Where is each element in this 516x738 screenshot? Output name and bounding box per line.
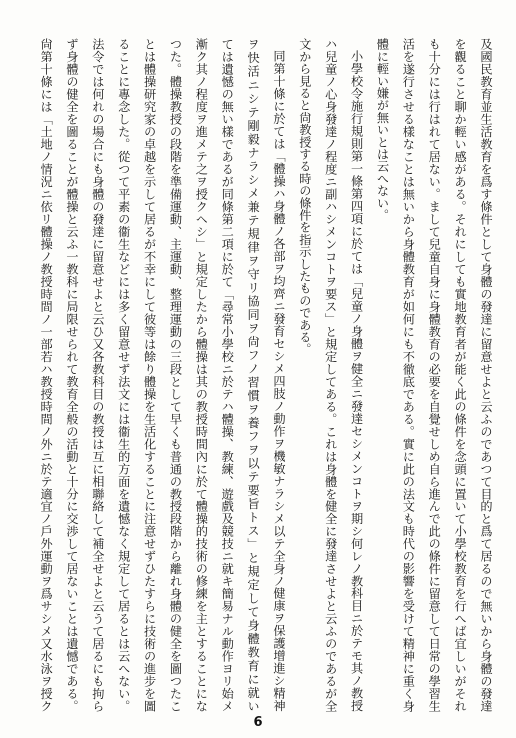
text-column: ず身體の健全を圖ることが體操と云ふ一教科に局限せられて教育全般の活動と十分に交渉して居ないことは遺憾である。 [65, 38, 79, 712]
text-column: とは體操研究家の卓越を示して居るが不幸にして彼等は餘り體操を生活化することに注意せずひたすらに技術の進步を圖 [142, 38, 157, 712]
text-column: 活を遂行させる樣なことは無いから身體教育が如何にも不徹底である。實に此の法文も時代の影響を受けて精神に重く身 [401, 38, 416, 712]
text-column: を觀ること聊か輕い感がある。それにしても實地教育者が能く此の條件を念頭に置いて小學校教育を行へば宜しいがそれ [453, 38, 468, 712]
text-column: ヲ快活ニシテ剛毅ナラシメ兼テ規律ヲ守リ協同ヲ尙フノ習慣ヲ養フヲ以テ要旨トス」と規定して身體教育に就い [246, 38, 261, 712]
text-column: 小學校令施行規則第一條第四項に於ては「兒童ノ身體ヲ健全ニ發達セシメンコトヲ期シ何レノ教科目ニ於テモ其ノ教授 [349, 50, 364, 712]
text-column: 及國民教育並生活教育を爲す條件として身體の發達に留意せよと云ふのであつて目的と爲て居るので無いから身體の發達 [479, 38, 493, 712]
text-column: ては遺憾の無い樣であるが同條第二項に於て「尋常小學校ニ於テハ體操、教練、遊戲及競技ニ就キ簡易ナル動作ヨリ始メ [220, 38, 235, 712]
text-column: 漸ク其ノ程度ヲ進メテ之ヲ授クヘシ」と規定したから體操は其の教授時間內に於て體操的技術の修練を主とすることにな [194, 38, 209, 712]
text-column: つた。體操教授の段階を準備運動、主運動、整理運動の三段として早くも普通の教授段階から離れ身體の健全を圖つたこ [168, 38, 183, 712]
page-number: 6 [253, 715, 263, 730]
text-column: 同第十條に於ては「體操ハ身體ノ各部ヲ均齊ニ發育セシメ四肢ノ動作ヲ機敏ナラシメ以テ全身ノ健康ヲ保護增進シ精神 [272, 50, 286, 712]
text-column: も十分には行はれて居ない。まして兒童自身に身體教育の必要を自覺せしめ自ら進んで此の條件に留意して日常の學習生 [427, 38, 442, 712]
text-column: ることに專念した。從つて平素の衞生などには多く留意せず法文には衞生的方面を遺憾なく規定して居るとは云へない。 [116, 38, 131, 712]
text-column: ハ兒童ノ心身發達ノ程度ニ副ハシメンコトヲ要ス」と規定してある。これは身體を健全に發達させよと云ふのであるが全 [323, 38, 338, 712]
text-column: 法令では何れの場合にも身體の發達に留意せよと云ひ又各教科目の教授は互に相聯絡して補全せよと云うて居るにも拘ら [90, 38, 105, 712]
text-column: 文から見ると尙教授する時の條件を指示したものである。 [297, 38, 312, 356]
text-column: 體に輕い嫌が無いとは云へない。 [375, 38, 390, 221]
vertical-text-body [32, 38, 498, 712]
text-column: 尙第十條には「土地ノ情況ニ依リ體操ノ教授時間ノ一部若ハ教授時間ノ外ニ於テ適宜ノ戶外運動ヲ爲サシメ又水泳ヲ授ク [39, 38, 54, 712]
